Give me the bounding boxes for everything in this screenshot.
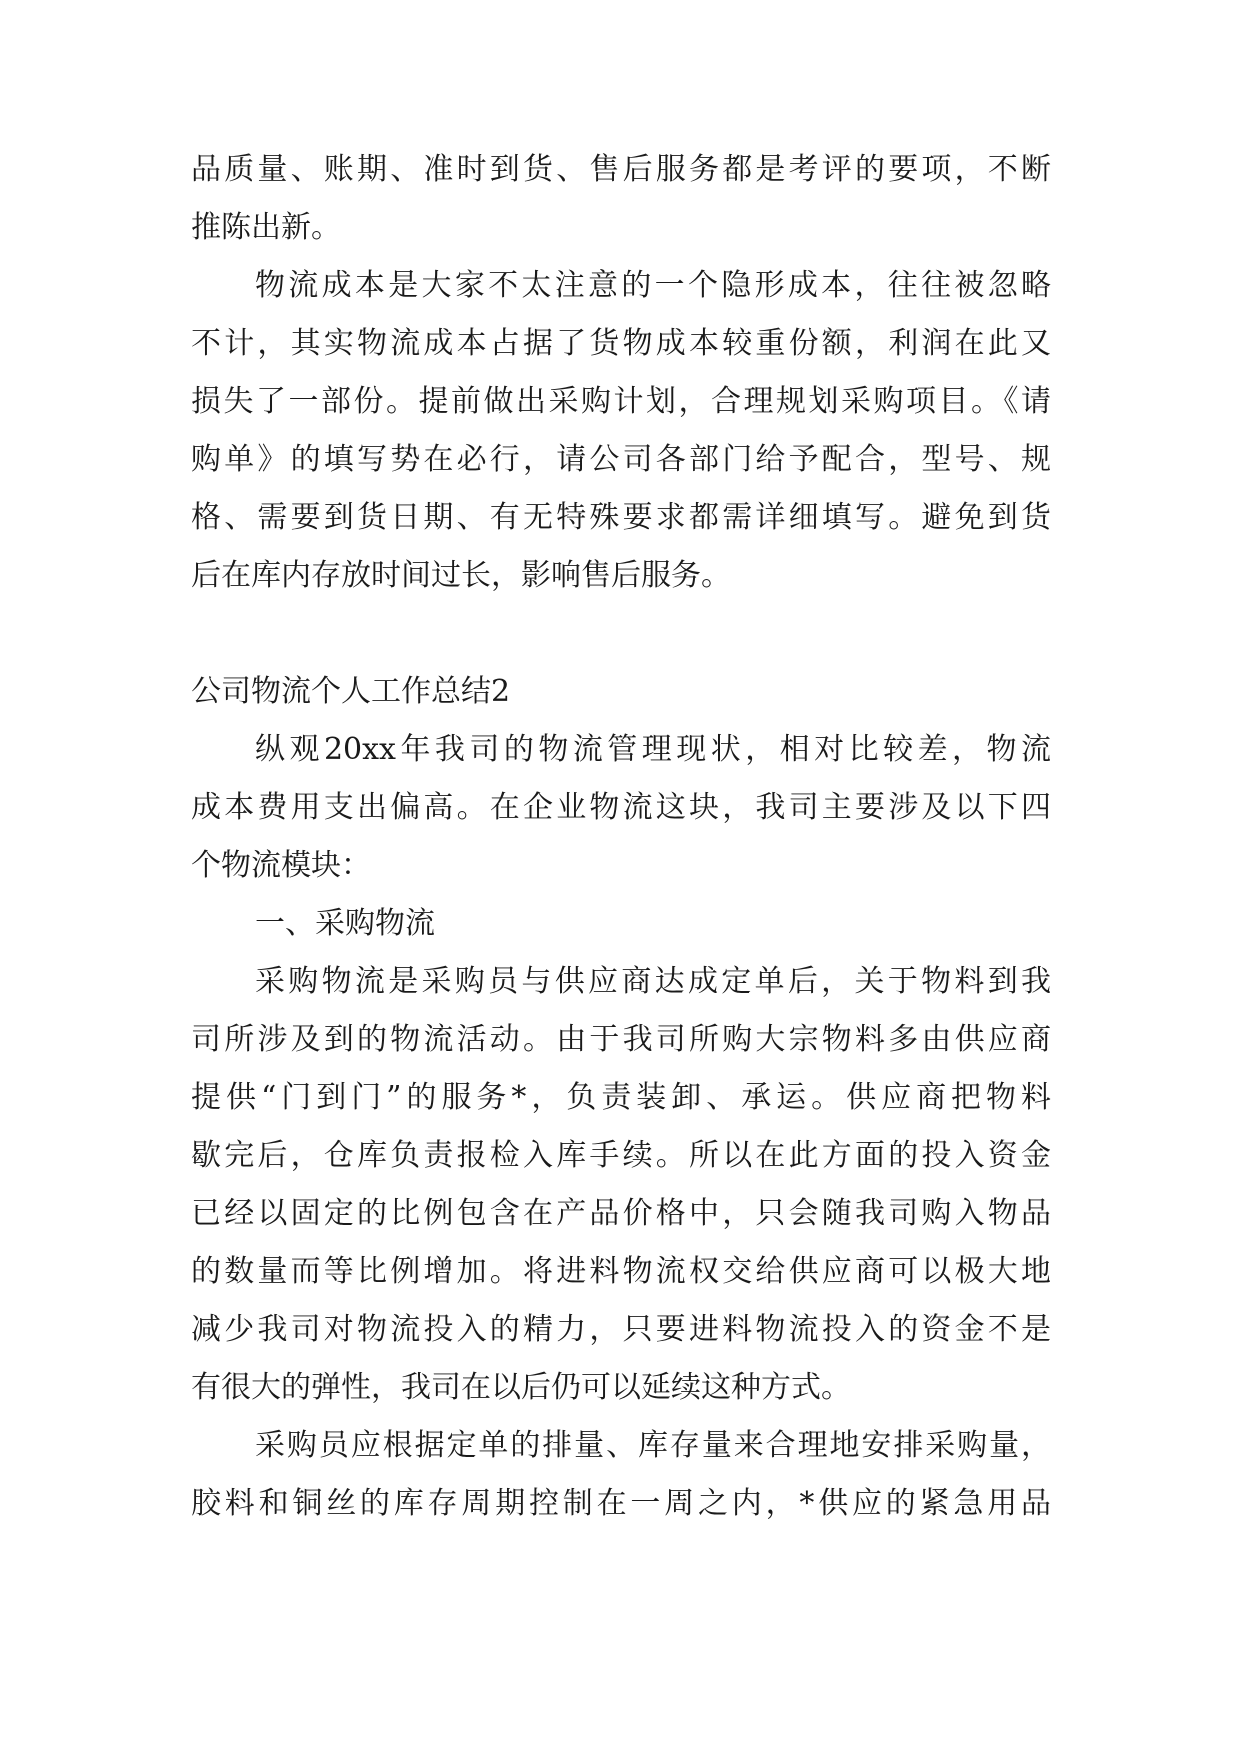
paragraph-line: 品质量、账期、准时到货、售后服务都是考评的要项，不断 <box>191 152 1051 187</box>
paragraph-line: 损失了一部份。提前做出采购计划，合理规划采购项目。《请 <box>191 384 1051 419</box>
paragraph-line: 有很大的弹性，我司在以后仍可以延续这种方式。 <box>191 1370 851 1405</box>
paragraph-line: 物流成本是大家不太注意的一个隐形成本，往往被忽略 <box>255 268 1051 303</box>
paragraph-line: 胶料和铜丝的库存周期控制在一周之内，*供应的紧急用品 <box>191 1486 1051 1521</box>
paragraph-line: 个物流模块： <box>191 848 371 883</box>
paragraph-line: 减少我司对物流投入的精力，只要进料物流投入的资金不是 <box>191 1312 1051 1347</box>
paragraph-line: 提供“门到门”的服务*，负责装卸、承运。供应商把物料 <box>191 1080 1051 1115</box>
paragraph-line: 格、需要到货日期、有无特殊要求都需详细填写。避免到货 <box>191 500 1051 535</box>
paragraph-line: 购单》的填写势在必行，请公司各部门给予配合，型号、规 <box>191 442 1051 477</box>
paragraph-line: 纵观20xx年我司的物流管理现状，相对比较差，物流 <box>255 732 1051 767</box>
paragraph-line: 司所涉及到的物流活动。由于我司所购大宗物料多由供应商 <box>191 1022 1051 1057</box>
paragraph-line: 的数量而等比例增加。将进料物流权交给供应商可以极大地 <box>191 1254 1051 1289</box>
paragraph-line: 推陈出新。 <box>191 210 341 245</box>
paragraph-line: 不计，其实物流成本占据了货物成本较重份额，利润在此又 <box>191 326 1051 361</box>
paragraph-line: 已经以固定的比例包含在产品价格中，只会随我司购入物品 <box>191 1196 1051 1231</box>
paragraph-line: 采购员应根据定单的排量、库存量来合理地安排采购量， <box>255 1428 1051 1463</box>
paragraph-line: 后在库内存放时间过长，影响售后服务。 <box>191 558 731 593</box>
subsection-heading: 一、采购物流 <box>255 906 435 941</box>
paragraph-line: 采购物流是采购员与供应商达成定单后，关于物料到我 <box>255 964 1051 999</box>
section-heading: 公司物流个人工作总结2 <box>191 674 511 709</box>
paragraph-line: 歇完后，仓库负责报检入库手续。所以在此方面的投入资金 <box>191 1138 1051 1173</box>
paragraph-line: 成本费用支出偏高。在企业物流这块，我司主要涉及以下四 <box>191 790 1051 825</box>
